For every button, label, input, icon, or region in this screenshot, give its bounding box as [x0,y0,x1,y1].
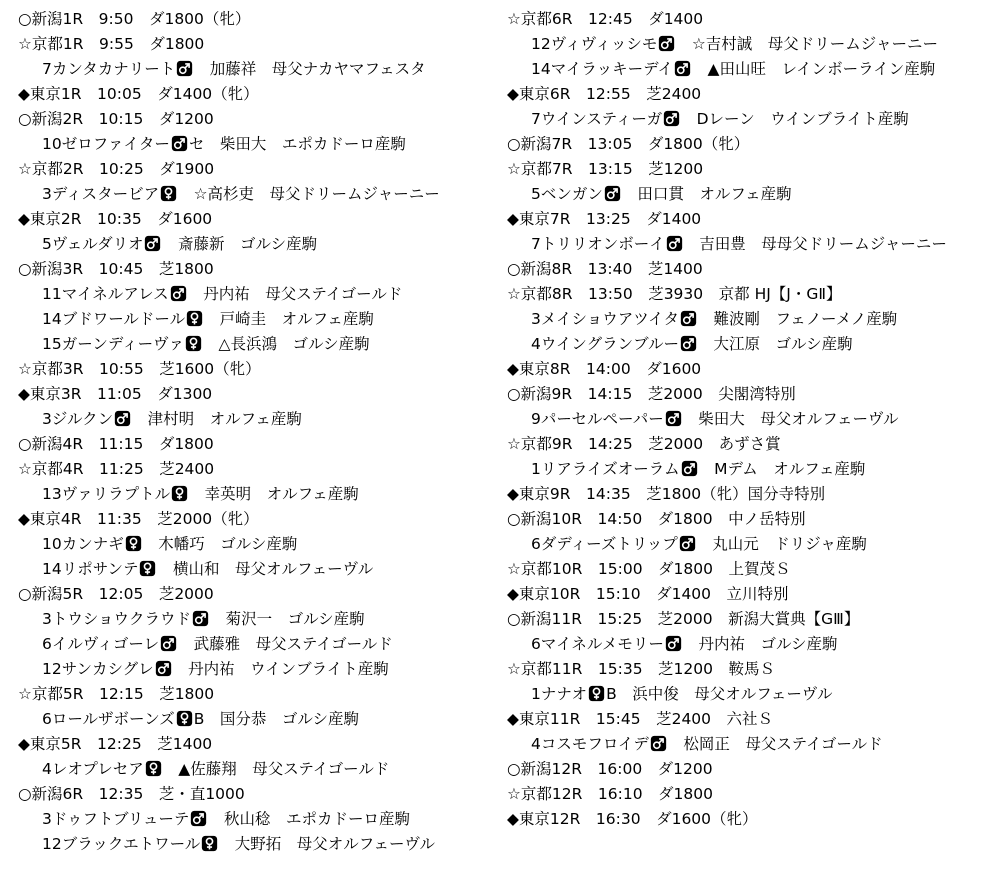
horse-name: 7ウインスティーガ [531,110,663,128]
male-symbol-icon [681,460,698,477]
horse-entry [18,407,498,432]
horse-name: 14マイラッキーデイ [531,60,674,78]
horse-details: 斎藤新 ゴルシ産駒 [162,235,318,253]
horse-name: 4レオプレセア [42,760,144,778]
horse-entry [18,232,498,257]
horse-name: 5ベンガン [531,185,603,203]
horse-entry [18,482,498,507]
horse-details: 丸山元 ドリジャ産駒 [696,535,867,553]
horse-details: 丹内祐 ウインブライト産駒 [172,660,389,678]
female-symbol-icon [145,760,162,777]
horse-name: 12ブラックエトワール [42,835,201,853]
race-header: ☆京都1R 9:55 ダ1800 [18,35,205,53]
race-header: ☆京都11R 15:35 芝1200 鞍馬Ｓ [507,660,776,678]
race-header: ○新潟3R 10:45 芝1800 [18,260,214,278]
male-symbol-icon [192,610,209,627]
race-header: ☆京都3R 10:55 芝1600（牝） [18,360,261,378]
horse-name: 3ドゥフトブリューテ [42,810,190,828]
race-header: ○新潟1R 9:50 ダ1800（牝） [18,10,251,28]
race-header: ☆京都12R 16:10 ダ1800 [507,785,714,803]
race-header: ☆京都10R 15:00 ダ1800 上賀茂Ｓ [507,560,791,578]
male-symbol-icon [155,660,172,677]
male-symbol-icon [114,410,131,427]
race-header: ◆東京12R 16:30 ダ1600（牝） [507,810,758,828]
horse-entry [18,132,498,157]
horse-name: 13ヴァリラプトル [42,485,171,503]
horse-entry [18,307,498,332]
horse-details: Dレーン ウインブライト産駒 [681,110,909,128]
horse-details: ☆吉村誠 母父ドリームジャーニー [676,35,938,53]
race-header: ◆東京2R 10:35 ダ1600 [18,210,213,228]
horse-name: 1リアライズオーラム [531,460,680,478]
race-header: ○新潟8R 13:40 芝1400 [507,260,703,278]
male-symbol-icon [171,135,188,152]
race-header: ○新潟12R 16:00 ダ1200 [507,760,713,778]
horse-entry [18,332,498,357]
race-header: ☆京都7R 13:15 芝1200 [507,160,704,178]
horse-name: 12サンカシグレ [42,660,154,678]
horse-entry [18,607,498,632]
male-symbol-icon [190,810,207,827]
race-header: ☆京都6R 12:45 ダ1400 [507,10,704,28]
race-header: ◆東京4R 11:35 芝2000（牝） [18,510,259,528]
race-header: ○新潟7R 13:05 ダ1800（牝） [507,135,750,153]
horse-details: 吉田豊 母母父ドリームジャーニー [683,235,947,253]
male-symbol-icon [679,535,696,552]
horse-name: 3トウショウクラウド [42,610,192,628]
horse-name: 10ゼロファイター [42,135,170,153]
horse-name: 14リポサンテ [42,560,139,578]
race-header: ◆東京8R 14:00 ダ1600 [507,360,702,378]
race-header: ○新潟11R 15:25 芝2000 新潟大賞典【GⅢ】 [507,610,860,628]
race-header: ◆東京9R 14:35 芝1800（牝）国分寺特別 [507,485,826,503]
horse-name: 3ディスタービア [42,185,160,203]
male-symbol-icon [170,285,187,302]
horse-name: 14ブドワールドール [42,310,186,328]
horse-entry [18,807,498,832]
race-header: ◆東京6R 12:55 芝2400 [507,85,702,103]
horse-name: 4ウイングランブルー [531,335,679,353]
male-symbol-icon [176,60,193,77]
horse-name: 6ダディーズトリップ [531,535,678,553]
horse-details: ▲田山旺 レインボーライン産駒 [692,60,936,78]
horse-entry [18,182,498,207]
horse-details: 田口貫 オルフェ産駒 [621,185,792,203]
horse-name: 9パーセルペーパー [531,410,664,428]
horse-details: 横山和 母父オルフェーヴル [157,560,374,578]
horse-details: 松岡正 母父ステイゴールド [667,735,883,753]
male-symbol-icon [665,410,682,427]
horse-entry [18,532,498,557]
female-symbol-icon [171,485,188,502]
race-header: ◆東京7R 13:25 ダ1400 [507,210,702,228]
horse-details: 大江原 ゴルシ産駒 [697,335,853,353]
horse-entry [507,182,997,207]
horse-details: 加藤祥 母父ナカヤマフェスタ [194,60,426,78]
horse-details: △長浜鴻 ゴルシ産駒 [203,335,370,353]
female-symbol-icon [186,310,203,327]
horse-entry [507,232,997,257]
male-symbol-icon [144,235,161,252]
horse-details: B 国分恭 ゴルシ産駒 [193,710,360,728]
horse-name: 7カンタカナリート [42,60,176,78]
horse-name: 15ガーンディーヴァ [42,335,185,353]
horse-entry [507,307,997,332]
horse-entry [18,832,498,857]
horse-details: 津村明 オルフェ産駒 [132,410,302,428]
male-symbol-icon [674,60,691,77]
race-header: ○新潟10R 14:50 ダ1800 中ノ岳特別 [507,510,806,528]
race-header: ◆東京11R 15:45 芝2400 六社Ｓ [507,710,774,728]
horse-entry [507,57,997,82]
left-column [18,7,498,857]
male-symbol-icon [680,310,697,327]
race-header: ☆京都2R 10:25 ダ1900 [18,160,215,178]
horse-entry [18,557,498,582]
female-symbol-icon [125,535,142,552]
horse-name: 3ジルクン [42,410,114,428]
horse-details: 幸英明 オルフェ産駒 [189,485,359,503]
right-column [507,7,997,832]
female-symbol-icon [139,560,156,577]
horse-details: 柴田大 母父オルフェーヴル [682,410,899,428]
male-symbol-icon [604,185,621,202]
horse-entry [18,282,498,307]
male-symbol-icon [160,635,177,652]
horse-name: 1ナナオ [531,685,588,703]
female-symbol-icon [588,685,605,702]
horse-entry [507,332,997,357]
race-header: ◆東京1R 10:05 ダ1400（牝） [18,85,259,103]
horse-details: 菊沢一 ゴルシ産駒 [210,610,365,628]
horse-details: セ 柴田大 エポカドーロ産駒 [188,135,406,153]
horse-name: 5ヴェルダリオ [42,235,144,253]
horse-details: 木幡巧 ゴルシ産駒 [142,535,298,553]
horse-details: 丹内祐 ゴルシ産駒 [682,635,838,653]
race-header: ☆京都9R 14:25 芝2000 あずさ賞 [507,435,781,453]
horse-name: 12ヴィヴィッシモ [531,35,658,53]
race-header: ☆京都5R 12:15 芝1800 [18,685,215,703]
horse-details: 大野拓 母父オルフェーヴル [219,835,436,853]
race-header: ◆東京3R 11:05 ダ1300 [18,385,213,403]
horse-details: 秋山稔 エポカドーロ産駒 [208,810,410,828]
horse-entry [18,657,498,682]
horse-entry [18,707,498,732]
horse-details: 丹内祐 母父ステイゴールド [187,285,403,303]
horse-name: 7トリリオンボーイ [531,235,665,253]
horse-entry [18,757,498,782]
horse-name: 6イルヴィゴーレ [42,635,160,653]
horse-name: 11マイネルアレス [42,285,169,303]
male-symbol-icon [665,635,682,652]
horse-entry [507,407,997,432]
horse-name: 10カンナギ [42,535,124,553]
male-symbol-icon [650,735,667,752]
horse-details: 難波剛 フェノーメノ産駒 [697,310,898,328]
race-header: ○新潟9R 14:15 芝2000 尖閣湾特別 [507,385,796,403]
horse-entry [507,732,997,757]
horse-details: 戸崎圭 オルフェ産駒 [204,310,374,328]
horse-name: 4コスモフロイデ [531,735,649,753]
horse-name: 3メイショウアツイタ [531,310,679,328]
horse-entry [507,107,997,132]
horse-entry [507,682,997,707]
male-symbol-icon [666,235,683,252]
male-symbol-icon [658,35,675,52]
horse-entry [507,532,997,557]
race-header: ○新潟5R 12:05 芝2000 [18,585,214,603]
race-header: ☆京都4R 11:25 芝2400 [18,460,215,478]
race-header: ☆京都8R 13:50 芝3930 京都 HJ【J・GⅡ】 [507,285,842,303]
race-header: ○新潟4R 11:15 ダ1800 [18,435,214,453]
horse-details: ☆高杉吏 母父ドリームジャーニー [178,185,440,203]
horse-name: 6ロールザボーンズ [42,710,175,728]
male-symbol-icon [663,110,680,127]
race-header: ◆東京5R 12:25 芝1400 [18,735,213,753]
horse-details: ▲佐藤翔 母父ステイゴールド [162,760,390,778]
male-symbol-icon [680,335,697,352]
horse-entry [507,632,997,657]
horse-details: B 浜中俊 母父オルフェーヴル [606,685,833,703]
horse-entry [507,457,997,482]
female-symbol-icon [201,835,218,852]
race-header: ◆東京10R 15:10 ダ1400 立川特別 [507,585,789,603]
horse-entry [18,632,498,657]
horse-entry [507,32,997,57]
race-header: ○新潟6R 12:35 芝・直1000 [18,785,245,803]
female-symbol-icon [176,710,193,727]
female-symbol-icon [185,335,202,352]
horse-name: 6マイネルメモリー [531,635,664,653]
horse-details: 武藤雅 母父ステイゴールド [178,635,393,653]
horse-details: Mデム オルフェ産駒 [698,460,866,478]
female-symbol-icon [160,185,177,202]
horse-entry [18,57,498,82]
race-header: ○新潟2R 10:15 ダ1200 [18,110,214,128]
